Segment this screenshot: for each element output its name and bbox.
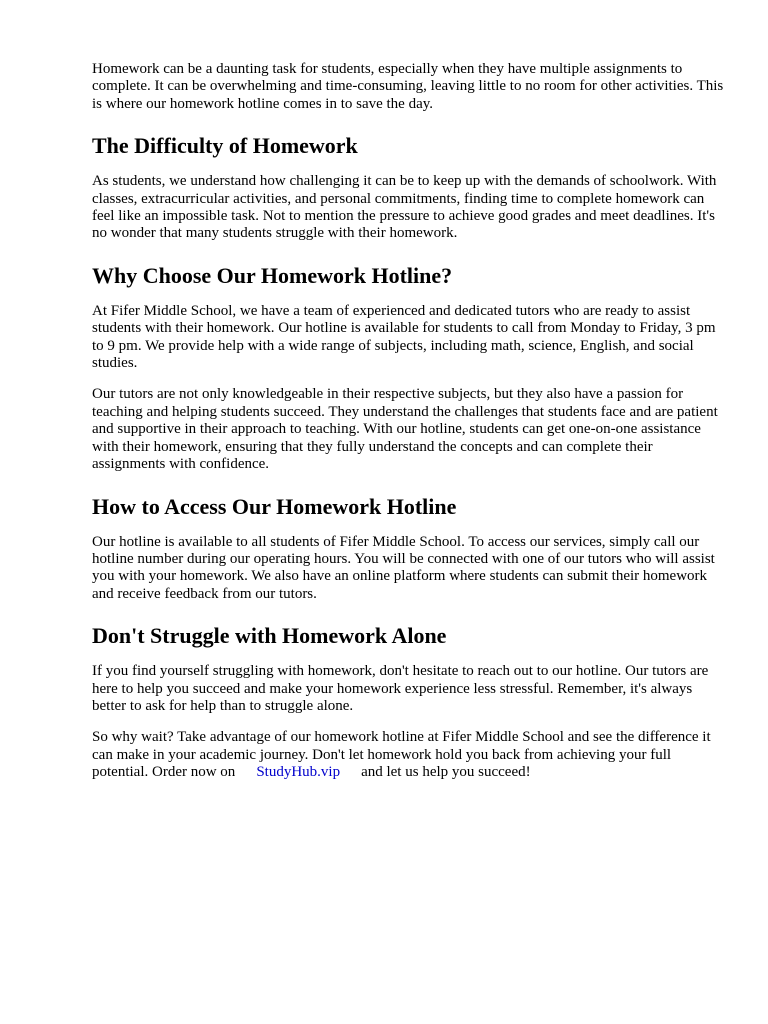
closing-text-after: and let us help you succeed! <box>361 764 531 781</box>
heading-how-to-access: How to Access Our Homework Hotline <box>92 493 457 519</box>
paragraph-why-choose-2: Our tutors are not only knowledgeable in their respective subjects, but they also have a passion for teaching and helping students succeed. They understand the challenges that students face and are patient and supportive in their approach to teaching. With our hotline, students can get one-on-one assistance with their homework, ensuring that they fully understand the concepts and can complete their assignments with confidence. <box>92 386 718 473</box>
document-page <box>92 61 724 796</box>
paragraph-dont-struggle: If you find yourself struggling with homework, don't hesitate to reach out to our hotline. Our tutors are here to help you succeed and make your homework experience less stressful. Remember, it's always better to ask for help than to struggle alone. <box>92 663 709 714</box>
closing-text-before: So why wait? Take advantage of our homework hotline at Fifer Middle School and see the difference it can make in your academic journey. Don't let homework hold you back from achieving your full potential. Order now on <box>92 729 711 781</box>
heading-difficulty: The Difficulty of Homework <box>92 133 358 159</box>
paragraph-why-choose-1: At Fifer Middle School, we have a team of experienced and dedicated tutors who are ready to assist students with their homework. Our hotline is available for students to call from Monday to Friday, 3 pm to 9 pm. We provide help with a wide range of subjects, including math, science, English, and social studies. <box>92 302 716 372</box>
heading-why-choose: Why Choose Our Homework Hotline? <box>92 262 453 288</box>
closing-paragraph <box>92 729 724 781</box>
intro-paragraph: Homework can be a daunting task for students, especially when they have multiple assignments to complete. It can be overwhelming and time-consuming, leaving little to no room for other activities. This is where our homework hotline comes in to save the day. <box>92 61 724 112</box>
studyhub-link[interactable]: StudyHub.vip <box>256 764 341 781</box>
paragraph-how-to-access: Our hotline is available to all students of Fifer Middle School. To access our services, simply call our hotline number during our operating hours. You will be connected with one of our tutors who will assist you with your homework. We also have an online platform where students can submit their homework and receive feedback from our tutors. <box>92 533 715 602</box>
heading-dont-struggle: Don't Struggle with Homework Alone <box>92 623 447 649</box>
paragraph-difficulty: As students, we understand how challenging it can be to keep up with the demands of schoolwork. With classes, extracurricular activities, and personal commitments, finding time to complete homework can feel like an impossible task. Not to mention the pressure to achieve good grades and meet deadlines. It's no wonder that many students struggle with their homework. <box>92 173 717 242</box>
